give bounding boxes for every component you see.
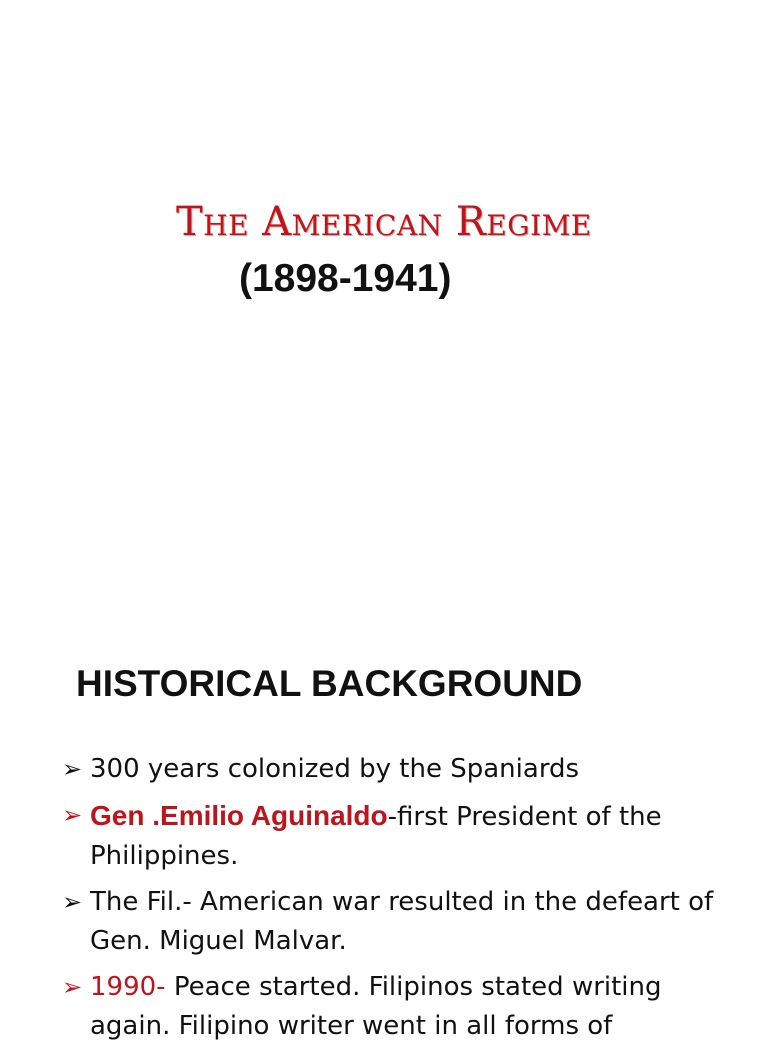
bullet-text: 300 years colonized by the Spaniards xyxy=(90,754,580,784)
list-item xyxy=(62,750,722,789)
bullet-text: -first President of the Philippines. xyxy=(90,802,662,871)
slide-subtitle-years: (1898-1941) xyxy=(239,257,452,300)
arrow-bullet-icon: ➢ xyxy=(62,755,83,783)
bullet-highlight-year: 1990- xyxy=(90,972,166,1002)
bullet-text: The Fil.- American war resulted in the defeart of Gen. Miguel Malvar. xyxy=(90,887,714,956)
list-item xyxy=(62,883,722,961)
list-item xyxy=(62,796,722,876)
historical-background-slide xyxy=(0,620,768,1041)
bullet-text: Peace started. Filipinos stated writing again. Filipino writer went in all forms of xyxy=(90,972,662,1041)
list-item xyxy=(62,968,722,1046)
slide-title: The American Regime xyxy=(176,199,592,245)
arrow-bullet-icon: ➢ xyxy=(62,973,83,1001)
arrow-bullet-icon: ➢ xyxy=(62,888,83,916)
arrow-bullet-icon: ➢ xyxy=(62,801,83,829)
section-heading: HISTORICAL BACKGROUND xyxy=(76,663,583,704)
bullet-list xyxy=(62,750,722,1053)
bullet-highlight-name: Gen .Emilio Aguinaldo xyxy=(90,800,388,831)
